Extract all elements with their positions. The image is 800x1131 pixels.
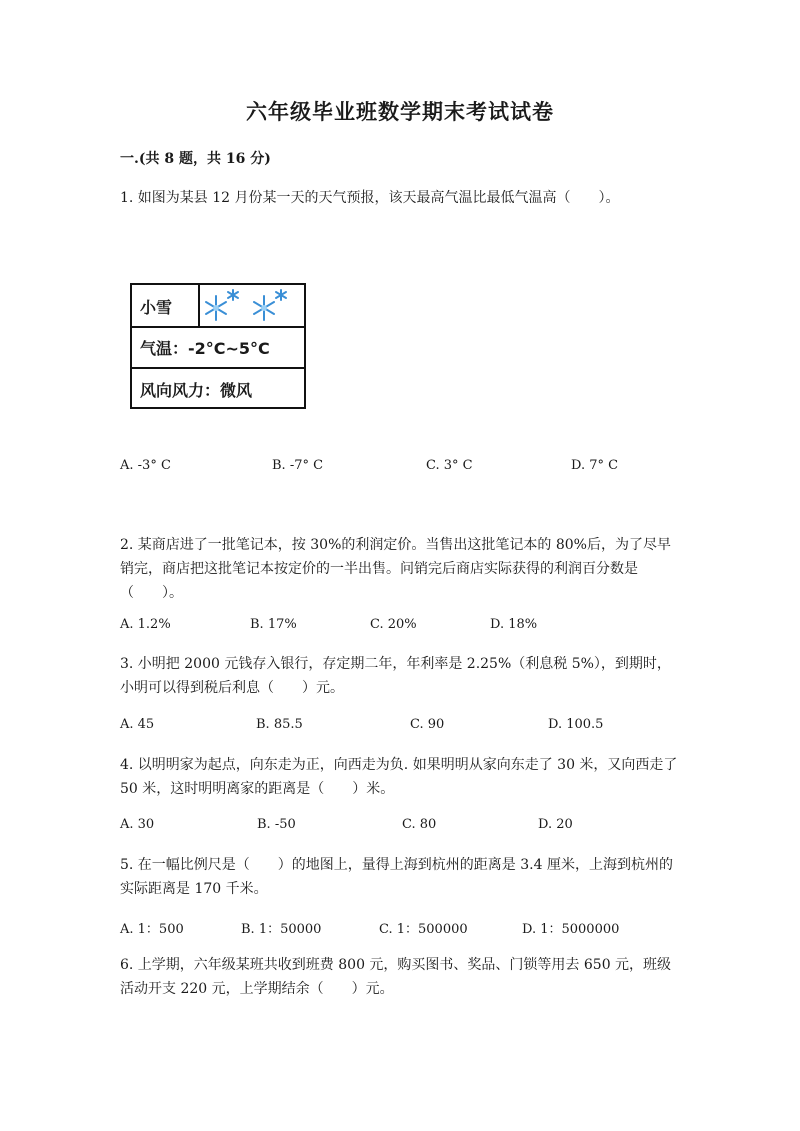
option-b[interactable]: B. 85.5: [256, 717, 303, 732]
snowflake-icon: [202, 288, 242, 324]
question-5-text: 5. 在一幅比例尺是（ ）的地图上，量得上海到杭州的距离是 3.4 厘米，上海到杭州的实际距离是 170 千米。: [120, 857, 673, 897]
question-3-text: 3. 小明把 2000 元钱存入银行，存定期二年，年利率是 2.25%（利息税 5%），到期时，小明可以得到税后利息（ ）元。: [120, 656, 671, 696]
section-header: 一.(共 8 题，共 16 分): [120, 151, 271, 167]
page-title: 六年级毕业班数学期末考试试卷: [246, 99, 554, 124]
question-6-text: 6. 上学期，六年级某班共收到班费 800 元，购买图书、奖品、门锁等用去 650 元，班级活动开支 220 元，上学期结余（ ）元。: [120, 957, 672, 997]
option-a[interactable]: A. 1.2%: [120, 617, 171, 632]
option-d[interactable]: D. 7° C: [571, 458, 619, 473]
question-5-options: [120, 918, 680, 938]
option-c[interactable]: C. 1：500000: [379, 922, 468, 937]
question-4-text: 4. 以明明家为起点，向东走为正，向西走为负. 如果明明从家向东走了 30 米，又向西走了 50 米，这时明明离家的距离是（ ）米。: [120, 757, 678, 797]
option-a[interactable]: A. 45: [120, 717, 155, 732]
option-d[interactable]: D. 20: [538, 817, 573, 832]
question-1-text: 1. 如图为某县 12 月份某一天的天气预报，该天最高气温比最低气温高（ ）。: [120, 190, 620, 206]
weather-condition-label: 小雪: [140, 298, 173, 317]
question-2-options: [120, 617, 680, 637]
option-d[interactable]: D. 100.5: [548, 717, 604, 732]
option-c[interactable]: C. 20%: [370, 617, 417, 632]
option-b[interactable]: B. -7° C: [272, 458, 324, 473]
snowflake-icon: [250, 288, 290, 324]
weather-row-condition: [132, 285, 304, 328]
option-c[interactable]: C. 80: [402, 817, 437, 832]
question-2-text: 2. 某商店进了一批笔记本，按 30%的利润定价。当售出这批笔记本的 80%后，为了尽早销完，商店把这批笔记本按定价的一半出售。问销完后商店实际获得的利润百分数是（ ）。: [120, 537, 671, 601]
option-b[interactable]: B. -50: [257, 817, 296, 832]
weather-row-wind: [132, 368, 304, 409]
option-b[interactable]: B. 17%: [250, 617, 297, 632]
option-b[interactable]: B. 1：50000: [241, 922, 322, 937]
weather-row-temperature: [132, 326, 304, 369]
weather-forecast-figure: [130, 283, 306, 409]
option-a[interactable]: A. -3° C: [120, 458, 171, 473]
weather-wind: 风向风力：微风: [140, 381, 253, 400]
weather-divider: [198, 285, 200, 326]
option-d[interactable]: D. 1：5000000: [522, 922, 620, 937]
option-d[interactable]: D. 18%: [490, 617, 538, 632]
question-1-options: [120, 458, 680, 478]
option-a[interactable]: A. 1：500: [120, 922, 184, 937]
question-4-options: [120, 817, 680, 837]
weather-temperature: 气温：-2°C~5°C: [140, 339, 270, 358]
option-c[interactable]: C. 90: [410, 717, 445, 732]
question-3-options: [120, 717, 680, 737]
option-a[interactable]: A. 30: [120, 817, 155, 832]
option-c[interactable]: C. 3° C: [426, 458, 473, 473]
